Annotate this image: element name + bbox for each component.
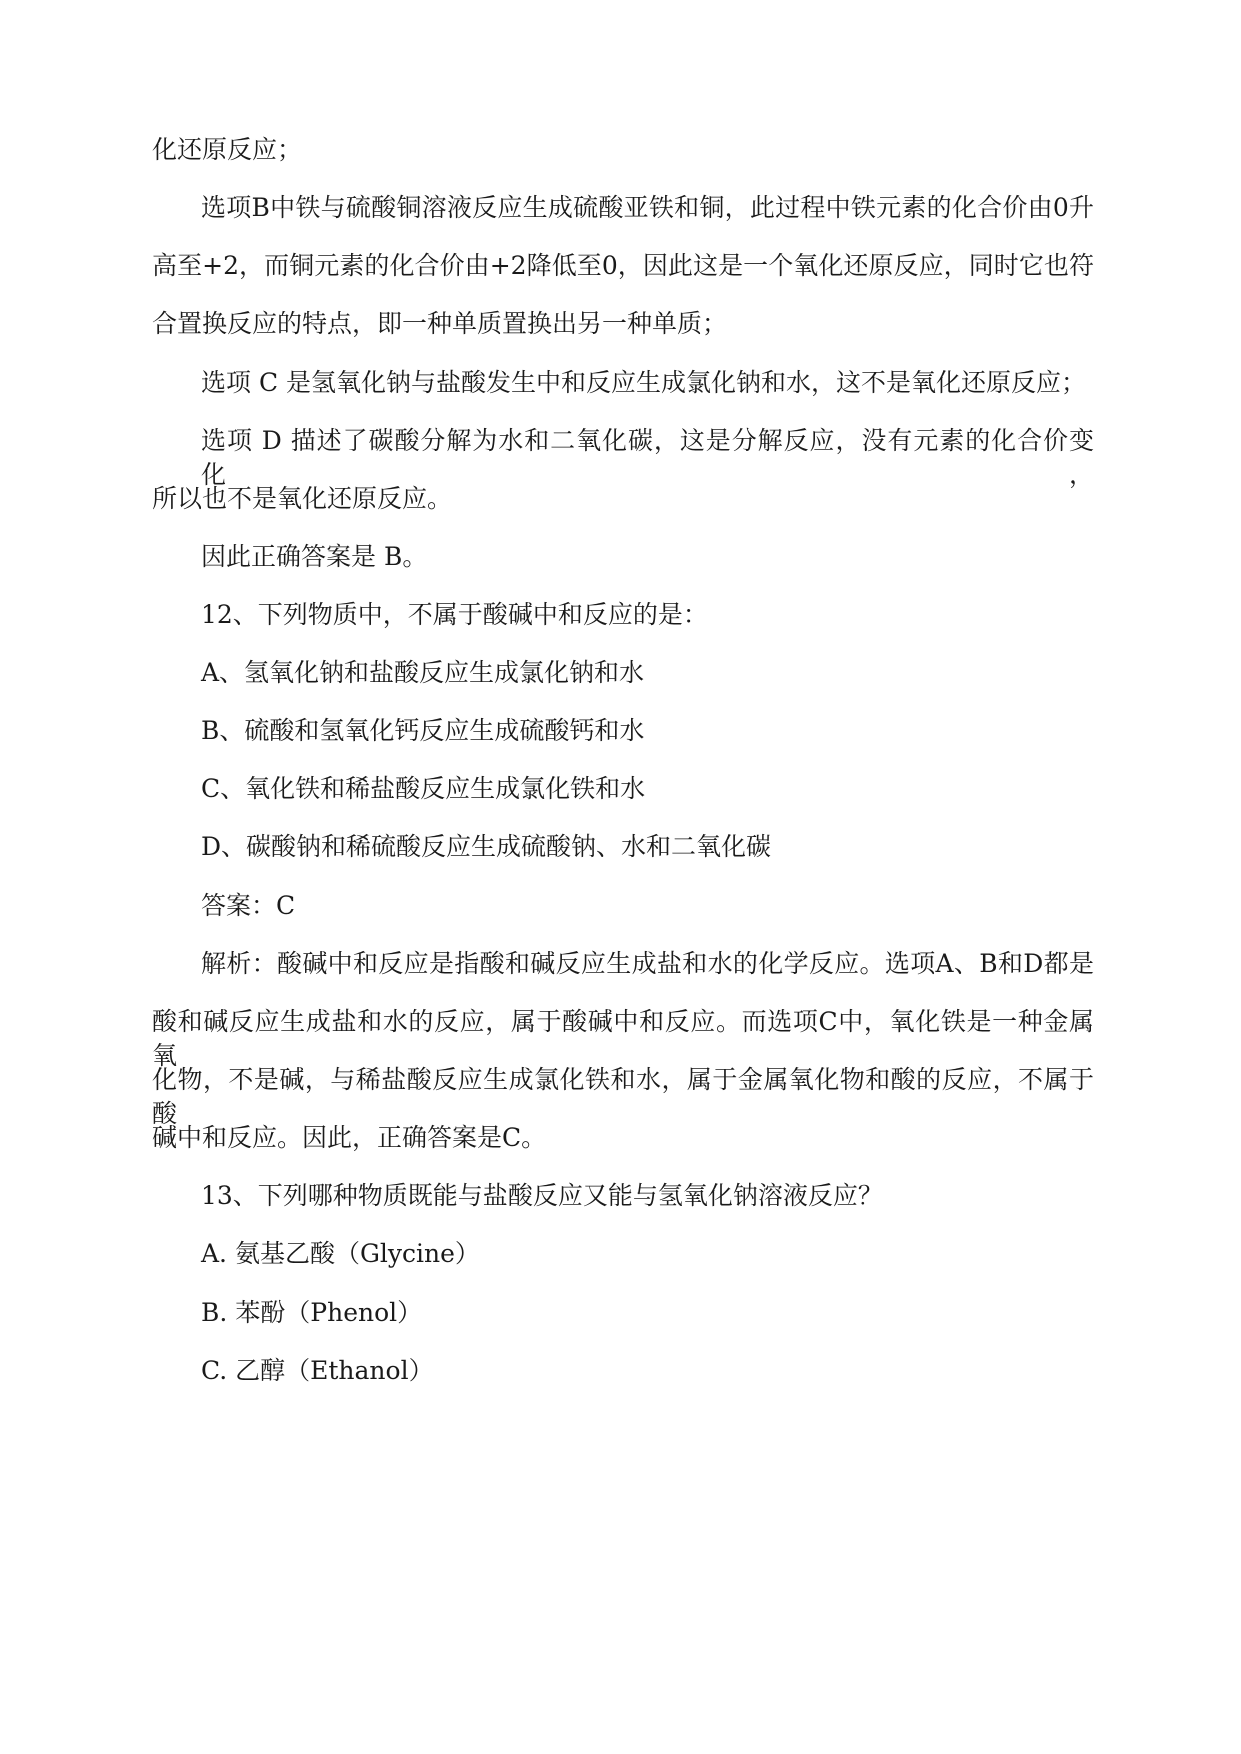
option-a: A. 氨基乙酸（Glycine） <box>201 1239 480 1268</box>
analysis-line: 化物，不是碱，与稀盐酸反应生成氯化铁和水，属于金属氧化物和酸的反应，不属于酸 <box>152 1065 1094 1128</box>
option-a: A、氢氧化钠和盐酸反应生成氯化钠和水 <box>201 658 645 687</box>
option-c: C、氧化铁和稀盐酸反应生成氯化铁和水 <box>201 774 646 803</box>
text-line: 选项B中铁与硫酸铜溶液反应生成硫酸亚铁和铜，此过程中铁元素的化合价由0升 <box>201 193 1094 222</box>
option-b: B、硫酸和氢氧化钙反应生成硫酸钙和水 <box>201 716 645 745</box>
analysis-line: 碱中和反应。因此，正确答案是C。 <box>152 1123 547 1152</box>
text-line: 化还原反应； <box>152 135 303 164</box>
text-line: 高至+2，而铜元素的化合价由+2降低至0，因此这是一个氧化还原反应，同时它也符 <box>152 251 1094 280</box>
answer-line: 答案：C <box>201 891 296 920</box>
analysis-line: 解析：酸碱中和反应是指酸和碱反应生成盐和水的化学反应。选项A、B和D都是 <box>201 949 1094 978</box>
option-d: D、碳酸钠和稀硫酸反应生成硫酸钠、水和二氧化碳 <box>201 832 772 861</box>
option-c: C. 乙醇（Ethanol） <box>201 1356 434 1385</box>
text-line: 选项 D 描述了碳酸分解为水和二氧化碳，这是分解反应，没有元素的化合价变化， <box>201 426 1094 489</box>
text-line: 合置换反应的特点，即一种单质置换出另一种单质； <box>152 309 728 338</box>
text-line: 因此正确答案是 B。 <box>201 542 428 571</box>
question-title: 12、下列物质中，不属于酸碱中和反应的是： <box>201 600 708 629</box>
analysis-line: 酸和碱反应生成盐和水的反应，属于酸碱中和反应。而选项C中，氧化铁是一种金属氧 <box>152 1007 1094 1070</box>
text-line: 所以也不是氧化还原反应。 <box>152 484 453 513</box>
option-b: B. 苯酚（Phenol） <box>201 1298 423 1327</box>
question-title: 13、下列哪种物质既能与盐酸反应又能与氢氧化钠溶液反应？ <box>201 1181 883 1210</box>
text-line: 选项 C 是氢氧化钠与盐酸发生中和反应生成氯化钠和水，这不是氧化还原反应； <box>201 368 1087 397</box>
